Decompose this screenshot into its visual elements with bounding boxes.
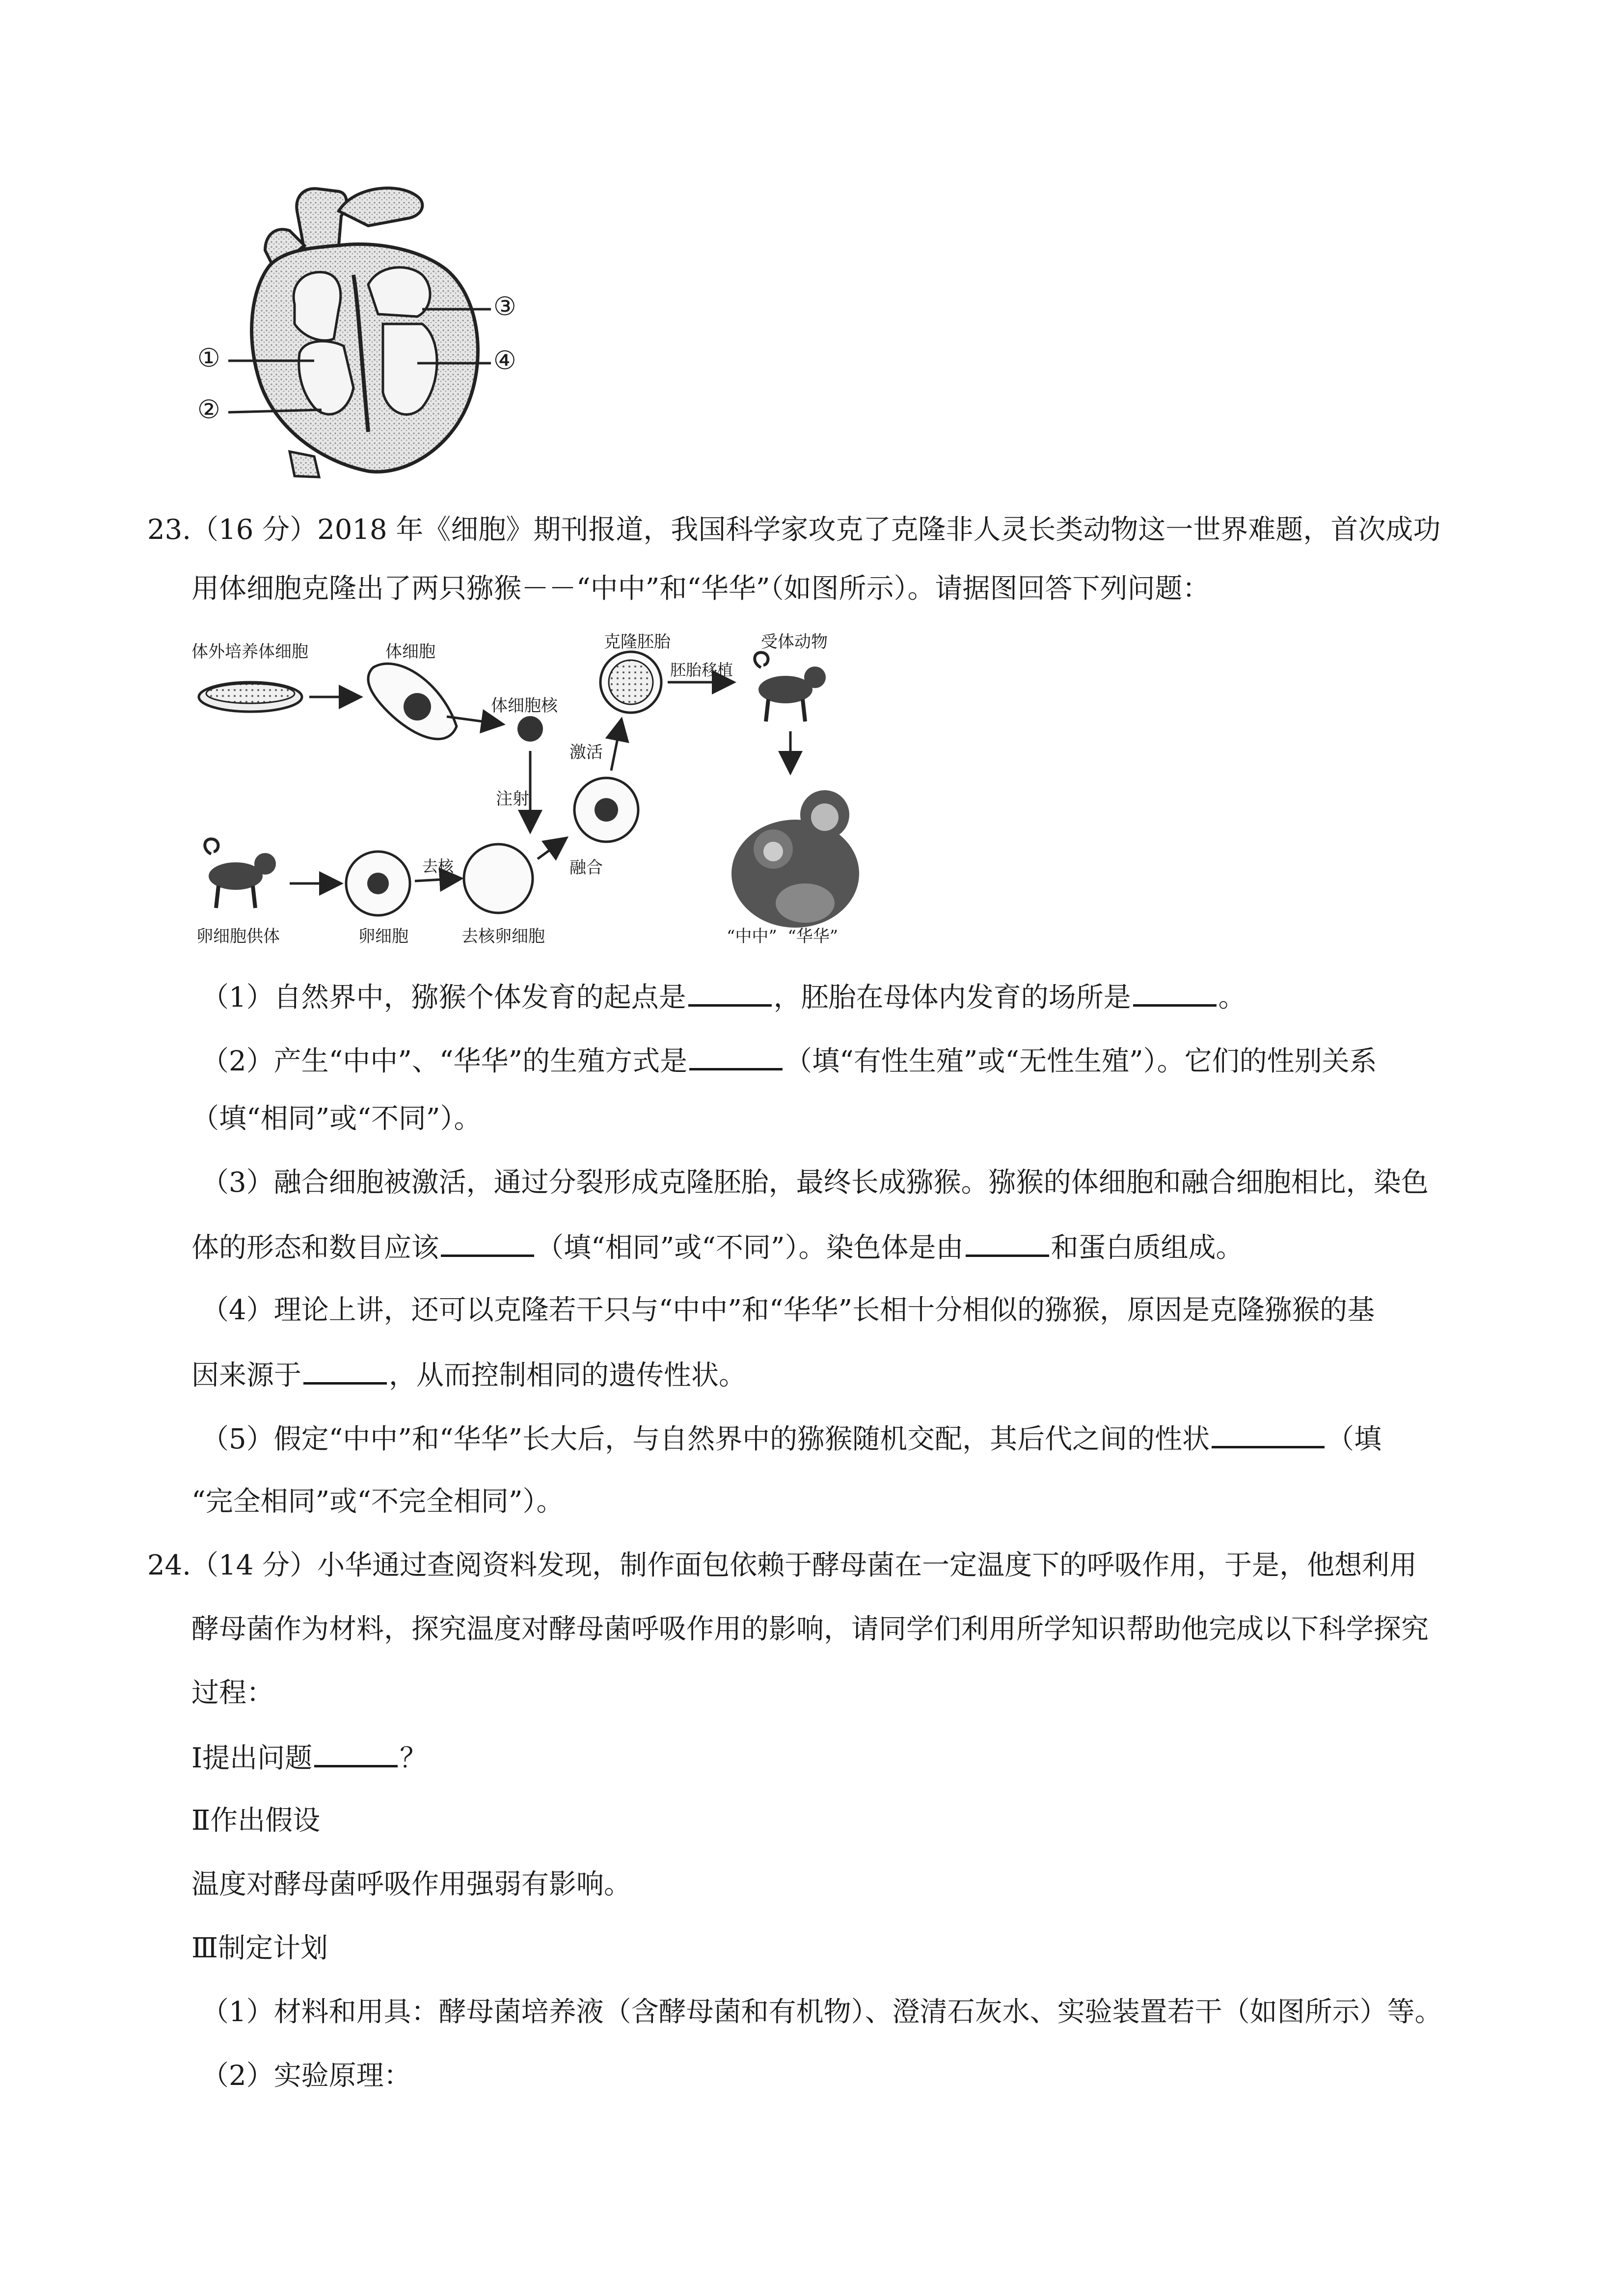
q24-step1-text: Ⅰ提出问题 (191, 1742, 313, 1774)
q23-sub1-text-b: ，胚胎在母体内发育的场所是 (773, 982, 1131, 1014)
q24-header: 24.（14 分）小华通过查阅资料发现，制作面包依赖于酵母菌在一定温度下的呼吸作用，于是，他想利用 (147, 1549, 1417, 1581)
somatic-nucleus-shape (517, 716, 543, 742)
label-culture: 体外培养体细胞 (191, 642, 308, 662)
answer-blank-5[interactable] (966, 1227, 1049, 1257)
label-nucleus: 体细胞核 (491, 696, 558, 716)
q23-line2: 用体细胞克隆出了两只猕猴－－“中中”和“华华”（如图所示）。请据图回答下列问题： (191, 573, 1210, 605)
label-enucleate: 去核 (422, 857, 454, 876)
q23-header: 23.（16 分）2018 年《细胞》期刊报道，我国科学家攻克了克隆非人灵长类动物这一世界难题，首次成功 (147, 514, 1441, 546)
answer-blank-3[interactable] (689, 1041, 783, 1070)
label-donor: 卵细胞供体 (196, 927, 280, 946)
heart-label-1: ① (197, 344, 220, 373)
label-enucleated-egg: 去核卵细胞 (461, 927, 545, 946)
q23-sub1-text-c: 。 (1218, 982, 1246, 1014)
q23-sub2 (201, 1041, 1377, 1081)
q23-sub2-cont: （填“相同”或“不同”）。 (191, 1103, 482, 1135)
label-activate: 激活 (569, 743, 603, 762)
monkeys-zhongzhong-huahua (731, 790, 859, 928)
q24-line2: 酵母菌作为材料，探究温度对酵母菌呼吸作用的影响，请同学们利用所学知识帮助他完成以下科学探究 (191, 1613, 1429, 1645)
cloning-flowchart (191, 623, 879, 957)
recipient-monkey (755, 652, 826, 721)
answer-blank-1[interactable] (688, 977, 772, 1007)
q23-sub5-text-b: （填 (1326, 1423, 1382, 1455)
q23-sub2-text-b: （填“有性生殖”或“无性生殖”）。它们的性别关系 (785, 1045, 1377, 1077)
answer-blank-6[interactable] (303, 1355, 387, 1385)
label-offspring: “中中” “华华” (727, 927, 839, 946)
answer-blank-2[interactable] (1133, 977, 1217, 1007)
q24-line3: 过程： (191, 1677, 274, 1709)
label-recipient: 受体动物 (761, 632, 828, 652)
q23-sub5-cont: “完全相同”或“不完全相同”）。 (191, 1486, 564, 1518)
heart-label-3: ③ (493, 292, 516, 321)
q23-sub3-text-c: （填“相同”或“不同”）。染色体是由 (536, 1232, 964, 1264)
q23-sub4-cont (191, 1355, 746, 1395)
q23-sub2-text-a: （2）产生“中中”、“华华”的生殖方式是 (201, 1045, 688, 1077)
q23-sub3-cont (191, 1227, 1244, 1268)
label-egg: 卵细胞 (358, 927, 408, 946)
q24-step3: Ⅲ制定计划 (191, 1932, 328, 1964)
q23-sub1-text-a: （1）自然界中，猕猴个体发育的起点是 (201, 982, 686, 1014)
heart-label-4: ④ (493, 346, 516, 375)
q23-sub4-text-c: ，从而控制相同的遗传性状。 (389, 1360, 746, 1391)
q24-principle: （2）实验原理： (201, 2060, 411, 2092)
q24-hypothesis: 温度对酵母菌呼吸作用强弱有影响。 (191, 1869, 631, 1900)
donor-monkey (205, 839, 276, 908)
q23-sub1 (201, 977, 1246, 1017)
answer-blank-8[interactable] (314, 1737, 398, 1767)
q23-sub5 (201, 1418, 1381, 1459)
heart-label-2: ② (197, 395, 220, 425)
q23-sub3-text-d: 和蛋白质组成。 (1051, 1232, 1244, 1264)
q24-materials: （1）材料和用具：酵母菌培养液（含酵母菌和有机物）、澄清石灰水、实验装置若干（如图所示）等。 (201, 1996, 1442, 2028)
q24-step1-mark: ？ (400, 1742, 428, 1774)
label-somatic-cell: 体细胞 (385, 642, 435, 662)
enucleated-egg-shape (464, 844, 533, 913)
label-embryo: 克隆胚胎 (604, 632, 671, 652)
label-inject: 注射 (496, 789, 529, 809)
cloning-diagram (191, 623, 879, 957)
answer-blank-7[interactable] (1212, 1418, 1325, 1448)
q23-sub4-text-b: 因来源于 (191, 1360, 301, 1391)
label-fuse: 融合 (569, 858, 603, 878)
label-transfer: 胚胎移植 (670, 661, 733, 679)
heart-figure (191, 177, 525, 481)
heart-illustration (191, 177, 525, 481)
q23-sub5-text-a: （5）假定“中中”和“华华”长大后，与自然界中的猕猴随机交配，其后代之间的性状 (201, 1423, 1210, 1455)
q23-sub4: （4）理论上讲，还可以克隆若干只与“中中”和“华华”长相十分相似的猕猴，原因是克隆猕猴的基 (201, 1294, 1375, 1326)
q23-sub3-text-b: 体的形态和数目应该 (191, 1232, 439, 1264)
answer-blank-4[interactable] (441, 1227, 534, 1257)
q23-sub3: （3）融合细胞被激活，通过分裂形成克隆胚胎，最终长成猕猴。猕猴的体细胞和融合细胞相比，染色 (201, 1167, 1429, 1199)
q24-step1 (191, 1737, 427, 1778)
q24-step2: Ⅱ作出假设 (191, 1805, 321, 1837)
